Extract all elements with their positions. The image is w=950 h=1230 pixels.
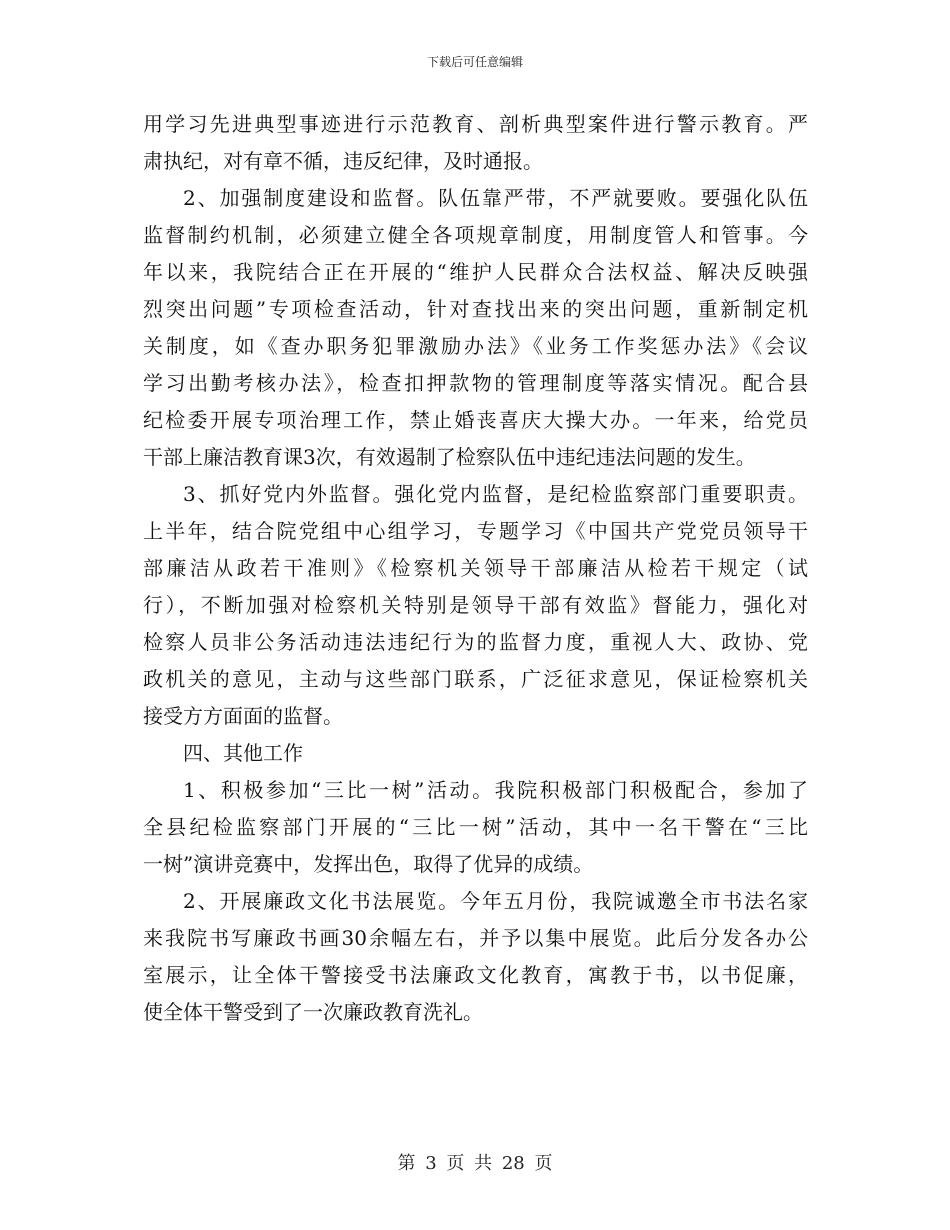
document-body (143, 106, 808, 1031)
paragraph-line: 2、开展廉政文化书法展览。今年五月份，我院诚邀全市书法名家 (183, 889, 808, 913)
paragraph-line: 全县纪检监察部门开展的“三比一树”活动，其中一名干警在“三比 (143, 815, 808, 839)
paragraph-line: 学习出勤考核办法》，检查扣押款物的管理制度等落实情况。配合县 (143, 371, 808, 395)
paragraph-line: 干部上廉洁教育课3次，有效遏制了检察队伍中违纪违法问题的发生。 (143, 445, 756, 469)
paragraph-line: 使全体干警受到了一次廉政教育洗礼。 (143, 1000, 483, 1024)
page-header (0, 55, 950, 69)
page-number: 第 3 页 共 28 页 (397, 1153, 553, 1174)
paragraph-line: 1、积极参加“三比一树”活动。我院积极部门积极配合，参加了 (183, 778, 808, 802)
paragraph-line: 室展示，让全体干警接受书法廉政文化教育，寓教于书，以书促廉， (143, 963, 808, 987)
page-footer (0, 1153, 950, 1175)
paragraph-line: 行），不断加强对检察机关特别是领导干部有效监》督能力，强化对 (143, 593, 808, 617)
header-note: 下载后可任意编辑 (426, 55, 523, 69)
paragraph-line: 年以来，我院结合正在开展的“维护人民群众合法权益、解决反映强 (143, 260, 808, 284)
paragraph-line: 部廉洁从政若干准则》《检察机关领导干部廉洁从检若干规定（试 (143, 556, 808, 580)
paragraph-line: 关制度，如《查办职务犯罪激励办法》《业务工作奖惩办法》《会议 (143, 334, 808, 358)
paragraph-line: 纪检委开展专项治理工作，禁止婚丧喜庆大操大办。一年来，给党员 (143, 408, 808, 432)
paragraph-line: 接受方方面面的监督。 (143, 704, 343, 728)
paragraph-line: 肃执纪，对有章不循，违反纪律，及时通报。 (143, 149, 543, 173)
paragraph-line: 3、抓好党内外监督。强化党内监督，是纪检监察部门重要职责。 (183, 482, 808, 506)
paragraph-line: 来我院书写廉政书画30余幅左右，并予以集中展览。此后分发各办公 (143, 926, 808, 950)
paragraph-line: 烈突出问题”专项检查活动，针对查找出来的突出问题，重新制定机 (143, 297, 808, 321)
paragraph-line: 监督制约机制，必须建立健全各项规章制度，用制度管人和管事。今 (143, 223, 808, 247)
paragraph-line: 2、加强制度建设和监督。队伍靠严带，不严就要败。要强化队伍 (183, 186, 808, 210)
paragraph-line: 检察人员非公务活动违法违纪行为的监督力度，重视人大、政协、党 (143, 630, 808, 654)
paragraph-line: 一树”演讲竞赛中，发挥出色，取得了优异的成绩。 (143, 852, 594, 876)
paragraph-line: 政机关的意见，主动与这些部门联系，广泛征求意见，保证检察机关 (143, 667, 808, 691)
paragraph-line: 上半年，结合院党组中心组学习，专题学习《中国共产党党员领导干 (143, 519, 808, 543)
section-heading: 四、其他工作 (183, 741, 303, 765)
paragraph-line: 用学习先进典型事迹进行示范教育、剖析典型案件进行警示教育。严 (143, 112, 808, 136)
